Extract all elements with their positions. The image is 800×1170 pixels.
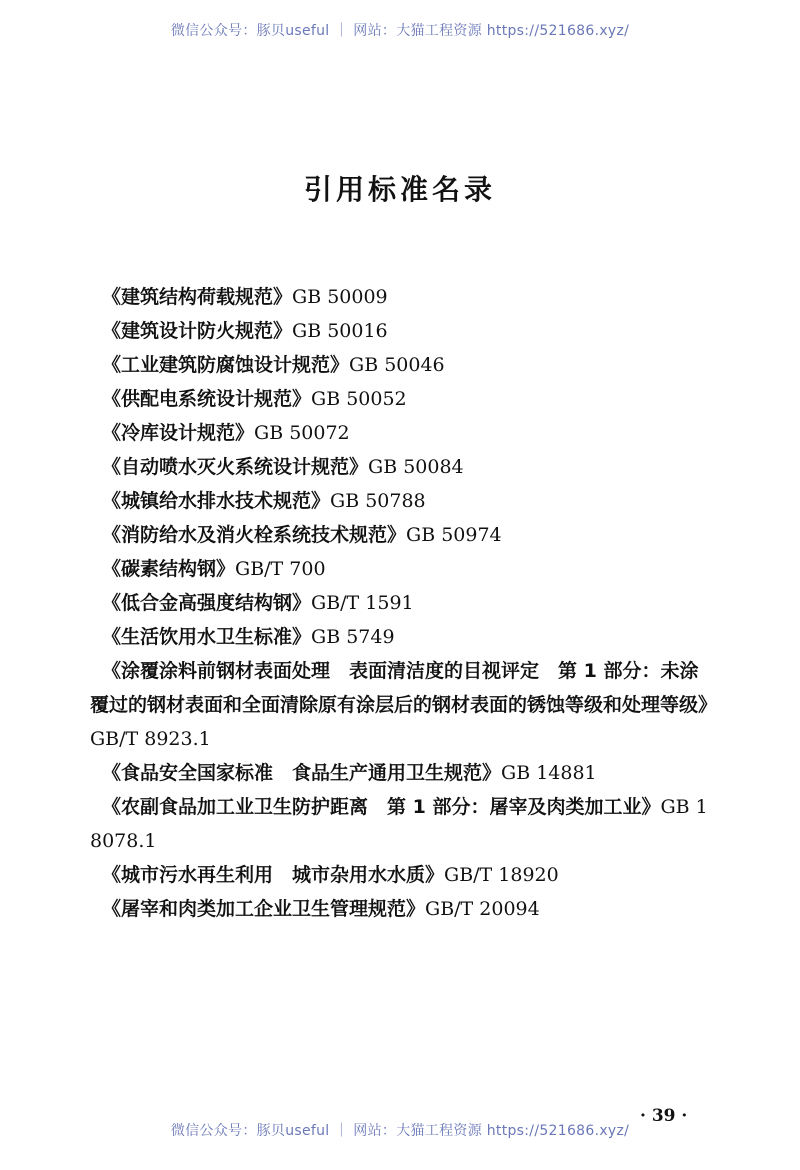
reference-code: GB/T 18920 bbox=[444, 864, 559, 886]
reference-item bbox=[90, 790, 710, 858]
reference-code: GB/T 20094 bbox=[425, 898, 540, 920]
reference-item bbox=[90, 756, 710, 790]
reference-item bbox=[90, 858, 710, 892]
reference-item bbox=[90, 450, 710, 484]
reference-name: 《城镇给水排水技术规范》 bbox=[102, 490, 331, 512]
reference-name: 《食品安全国家标准 食品生产通用卫生规范》 bbox=[102, 762, 502, 784]
reference-name: 《冷库设计规范》 bbox=[102, 422, 255, 444]
reference-name: 《供配电系统设计规范》 bbox=[102, 388, 312, 410]
reference-item bbox=[90, 280, 710, 314]
reference-code: GB 50052 bbox=[311, 388, 407, 410]
reference-code: GB 50046 bbox=[349, 354, 445, 376]
watermark-top: 微信公众号：豚贝useful ｜ 网站：大猫工程资源 https://521686.xyz/ bbox=[170, 23, 630, 39]
reference-code: GB 50788 bbox=[330, 490, 426, 512]
reference-code: GB 14881 bbox=[501, 762, 597, 784]
page-title: 引用标准名录 bbox=[303, 173, 496, 206]
reference-item bbox=[90, 348, 710, 382]
reference-item bbox=[90, 654, 718, 756]
reference-name: 《建筑设计防火规范》 bbox=[102, 320, 293, 342]
reference-name: 《生活饮用水卫生标准》 bbox=[102, 626, 312, 648]
reference-name: 《自动喷水灭火系统设计规范》 bbox=[102, 456, 369, 478]
reference-code: GB 18078.1 bbox=[90, 796, 708, 852]
reference-code: GB/T 700 bbox=[235, 558, 326, 580]
reference-name: 《城市污水再生利用 城市杂用水水质》 bbox=[102, 864, 445, 886]
reference-item bbox=[90, 552, 710, 586]
reference-code: GB/T 1591 bbox=[311, 592, 414, 614]
reference-name: 《建筑结构荷载规范》 bbox=[102, 286, 293, 308]
reference-name: 《低合金高强度结构钢》 bbox=[102, 592, 312, 614]
reference-code: GB 50009 bbox=[292, 286, 388, 308]
reference-code: GB 50974 bbox=[406, 524, 502, 546]
reference-name: 《工业建筑防腐蚀设计规范》 bbox=[102, 354, 350, 376]
reference-code: GB 50084 bbox=[368, 456, 464, 478]
reference-item bbox=[90, 518, 710, 552]
reference-item bbox=[90, 484, 710, 518]
reference-code: GB/T 8923.1 bbox=[90, 728, 211, 750]
reference-code: GB 50016 bbox=[292, 320, 388, 342]
reference-item bbox=[90, 586, 710, 620]
reference-item bbox=[90, 382, 710, 416]
reference-code: GB 5749 bbox=[311, 626, 395, 648]
watermark-bottom: 微信公众号：豚贝useful ｜ 网站：大猫工程资源 https://521686.xyz/ bbox=[170, 1123, 630, 1139]
reference-item bbox=[90, 314, 710, 348]
reference-name: 《涂覆涂料前钢材表面处理 表面清洁度的目视评定 第 1 部分：未涂覆过的钢材表面和全面清除原有涂层后的钢材表面的锈蚀等级和处理等级》 bbox=[90, 660, 718, 716]
reference-item bbox=[90, 892, 710, 926]
reference-item bbox=[90, 416, 710, 450]
reference-name: 《碳素结构钢》 bbox=[102, 558, 236, 580]
reference-item bbox=[90, 620, 710, 654]
reference-name: 《消防给水及消火栓系统技术规范》 bbox=[102, 524, 407, 546]
reference-name: 《农副食品加工业卫生防护距离 第 1 部分：屠宰及肉类加工业》 bbox=[102, 796, 661, 818]
reference-code: GB 50072 bbox=[254, 422, 350, 444]
reference-list bbox=[90, 280, 718, 926]
page-number: · 39 · bbox=[640, 1106, 688, 1126]
reference-name: 《屠宰和肉类加工企业卫生管理规范》 bbox=[102, 898, 426, 920]
